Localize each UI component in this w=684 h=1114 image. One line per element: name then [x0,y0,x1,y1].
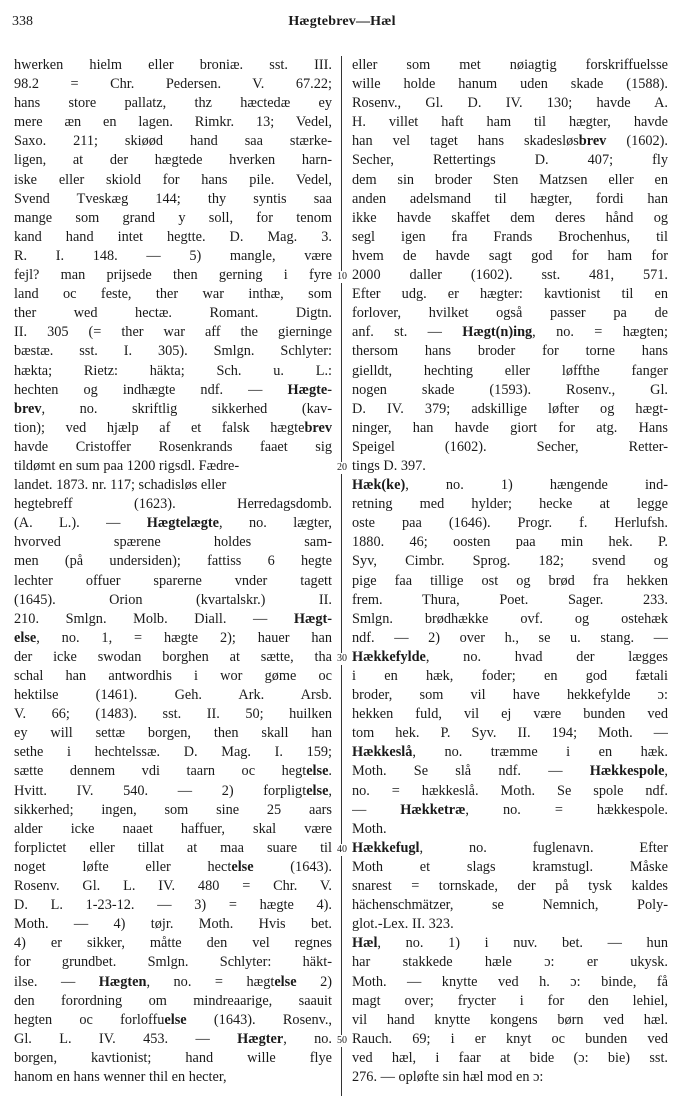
text-line: 98.2 = Chr. Pedersen. V. 67.22; [14,76,332,93]
page-header [8,14,676,36]
text-line: sethe i hechtelssæ. D. Mag. I. 159; [14,744,332,761]
text-line: hektilse (1461). Geh. Ark. Arsb. [14,687,332,704]
text-line: II. 305 (= ther war aff the gierninge [14,324,332,341]
text-line: i en hæk, foder; en god fætali [352,668,668,684]
text-line: sætte dennem vdi taarn oc hegtelse. [14,763,332,780]
text-line: wille holde hanum uden skade (1588). [352,76,668,93]
text-line: Moth. [352,820,387,837]
text-line: Smlgn. brødhække ovf. og ostehæk [352,610,668,627]
text-line: tings D. 397. [352,457,426,474]
text-line: hekken fuld, vil ej være bunden ved [352,706,668,723]
text-line: vil hand knytte kongens børn ved hæl. [352,1011,668,1028]
text-line: hvorved spærene holdes sam- [14,534,332,551]
running-head: Hægtebrev—Hæl [288,14,396,29]
text-line: sikkerhed; ingen, som sine 25 aars [14,801,332,818]
page-number: 338 [12,14,33,29]
text-line: han vel taget hans skadesløsbrev (1602). [352,133,668,150]
text-line: 2000 daller (1602). sst. 481, 571. [352,267,668,284]
text-line: hegtebreff (1623). Herredagsdomb. [14,496,332,513]
text-line: hanom en hans wenner thil en hecter, [14,1068,227,1085]
text-line: (1645). Orion (kvartalskr.) II. [14,591,332,608]
text-line: Hæk(ke), no. 1) hængende ind- [352,477,668,494]
text-line: broder, som vil have hekkefylde ɔ: [352,687,668,704]
text-line: landet. 1873. nr. 117; schadisløs eller [14,477,227,494]
text-line: R. I. 148. — 5) mangle, være [14,247,332,264]
text-line: anf. st. — Hægt(n)ing, no. = hægten; [352,324,668,341]
text-line: Moth et slags kramstugl. Måske [352,858,668,875]
text-line: for grundbet. Smlgn. Schlyter: häkt- [14,954,332,971]
text-line: H. villet haft ham til hægter, havde [352,114,668,131]
text-line: har stakkede hæle ɔ: er ukysk. [352,954,668,971]
text-line: Moth. — knytte ved h. ɔ: binde, få [352,973,668,990]
text-line: Hækkefylde, no. hvad der lægges [352,648,668,665]
text-line: D. L. 1-23-12. — 3) = hægte 4). [14,897,332,914]
text-line: land oc feste, ther war inthæ, som [14,286,332,303]
text-line: Rosenv., Gl. D. IV. 130; havde A. [352,95,668,112]
text-line: der icke swodan borghen at sætte, tha [14,648,332,665]
text-line: ikke havde skaffet dem deres hånd og [352,209,668,226]
text-line: magt over; frycter i for den lehiel, [352,992,668,1009]
text-line: Moth. Se slå ndf. — Hækkespole, [352,763,668,780]
text-line: Hvitt. IV. 540. — 2) forpligtelse, [14,782,332,799]
text-line: hächenschmätzer, se Nemnich, Poly- [352,897,668,914]
text-line: glot.-Lex. II. 323. [352,916,454,933]
text-line: Rauch. 69; i er knyt oc bunden ved [352,1030,668,1047]
text-line: dem sin broder Sten Matzsen eller en [352,171,668,188]
text-line: men (på undersiden); fattiss 6 hegte [14,553,332,570]
text-line: Secher, Rettertings D. 407; fly [352,152,668,169]
text-line: 210. Smlgn. Molb. Diall. — Hægt- [14,610,332,627]
text-line: Saxo. 211; skiøød hand saa stærke- [14,133,332,150]
text-line: lechter offuer sparerne vnder tagett [14,572,332,589]
text-line: oste paa (1646). Progr. f. Herlufsh. [352,515,668,532]
right-column [352,56,668,1087]
text-line: Moth. — 4) tøjr. Moth. Hvis bet. [14,916,332,933]
text-line: pige faa tillige ost og brød fra hekken [352,572,668,589]
text-line: snarest = tornskade, der på tysk kaldes [352,878,668,895]
text-line: fejl? man prijsede then gerning i fyre [14,267,332,284]
text-line: iske eller skiold for hans pile. Vedel, [14,171,332,188]
text-line: hvem de havde sagt god for ham for [352,247,668,264]
text-line: ey will settæ borgen, then skall han [14,725,332,742]
left-column [14,56,332,1087]
text-line: — Hækketræ, no. = hækkespole. [352,801,668,818]
text-line: 276. — opløfte sin hæl mod en ɔ: [352,1068,544,1085]
text-line: Svend Tveskæg 144; thy syntis saa [14,190,332,207]
text-line: brev, no. skriftlig sikkerhed (kav- [14,400,332,417]
text-line: D. IV. 379; adskillige løfter og hægt- [352,400,668,417]
text-line: frem. Thura, Poet. Sager. 233. [352,591,668,608]
text-line: retning med hylder; hecke at legge [352,496,668,513]
text-line: ilse. — Hægten, no. = hægtelse 2) [14,973,332,990]
text-line: borgen, kavtionist; hand wille flye [14,1049,332,1066]
text-line: else, no. 1, = hægte 2); hauer han [14,629,332,646]
text-line: ved hæl, i faar at bide (ɔ: bie) sst. [352,1049,668,1066]
text-line: ther wed hectæ. Romant. Digtn. [14,305,332,322]
text-line: 4) er sikker, måtte den vel regnes [14,935,332,952]
text-line: bæstæ. sst. I. 305). Smlgn. Schlyter: [14,343,332,360]
text-line: hegten oc forloffuelse (1643). Rosenv., [14,1011,332,1028]
text-line: thersom hans broder for torne hans [352,343,668,360]
text-line: hwerken hielm eller broniæ. sst. III. [14,57,332,73]
text-line: Hækkeslå, no. træmme i en hæk. [352,744,668,761]
text-line: Hæl, no. 1) i nuv. bet. — hun [352,935,668,952]
text-line: alder icke naaet haffuer, skal være [14,820,332,837]
text-line: no. = hækkeslå. Moth. Se spole ndf. [352,782,668,799]
text-line: mere æn en lagen. Rimkr. 13; Vedel, [14,114,332,131]
text-line: tildømt en sum paa 1200 rigsdl. Fædre- [14,457,240,474]
text-columns [0,56,684,1106]
text-line: nogen skade (1593). Rosenv., Gl. [352,381,668,398]
text-line: 1880. 46; oosten paa min hek. P. [352,534,668,551]
text-line: ninger, han havde giort for atg. Hans [352,419,668,436]
line-number-marker: 40 [337,844,347,856]
text-line: tom hek. P. Syv. II. 194; Moth. — [352,725,668,742]
text-line: eller som met nøiagtig forskriffuelsse [352,57,668,73]
text-line: havde Cristoffer Rosenkrands faaet sig [14,438,332,455]
text-line: Syv, Cimbr. Sprog. 182; svend og [352,553,668,570]
text-line: forlover, hvilket også passer pa de [352,305,668,322]
text-line: hans store pallatz, thz hæctedæ ey [14,95,332,112]
line-number-marker: 20 [337,462,347,474]
text-line: Gl. L. IV. 453. — Hægter, no. [14,1030,332,1047]
text-line: den forordning om mindreaarige, saauit [14,992,332,1009]
text-line: hechten og indhægte ndf. — Hægte- [14,381,332,398]
text-line: gielldt, hechting eller løffthe fanger [352,362,668,379]
text-line: Efter udg. er hægter: kavtionist til en [352,286,668,303]
text-line: schal han antwordhis i wor gøme oc [14,668,332,684]
text-line: segl igen fra Frands Brochenhus, til [352,228,668,245]
text-line: forplictet eller tillat at maa suare til [14,839,332,856]
text-line: Hækkefugl, no. fuglenavn. Efter [352,839,668,856]
line-number-marker: 30 [337,653,347,665]
line-number-marker: 50 [337,1035,347,1047]
text-line: ligen, at der hægtede hverken harn- [14,152,332,169]
text-line: Speigel (1602). Secher, Retter- [352,438,668,455]
text-line: (A. L.). — Hægtelægte, no. lægter, [14,515,332,532]
text-line: anden adelsmand til hægter, fordi han [352,190,668,207]
text-line: Rosenv. Gl. L. IV. 480 = Chr. V. [14,878,332,895]
text-line: tion); ved hjælp af et falsk hægtebrev [14,419,332,436]
text-line: ndf. — 2) over h., se u. stang. — [352,629,668,646]
text-line: noget løfte eller hectelse (1643). [14,858,332,875]
text-line: kand hand intet hegtte. D. Mag. 3. [14,228,332,245]
text-line: V. 66; (1483). sst. II. 50; huilken [14,706,332,723]
text-line: mange som grand y soll, for tenom [14,209,332,226]
line-number-marker: 10 [337,271,347,283]
text-line: hækta; Rietz: häkta; Sch. u. L.: [14,362,332,379]
